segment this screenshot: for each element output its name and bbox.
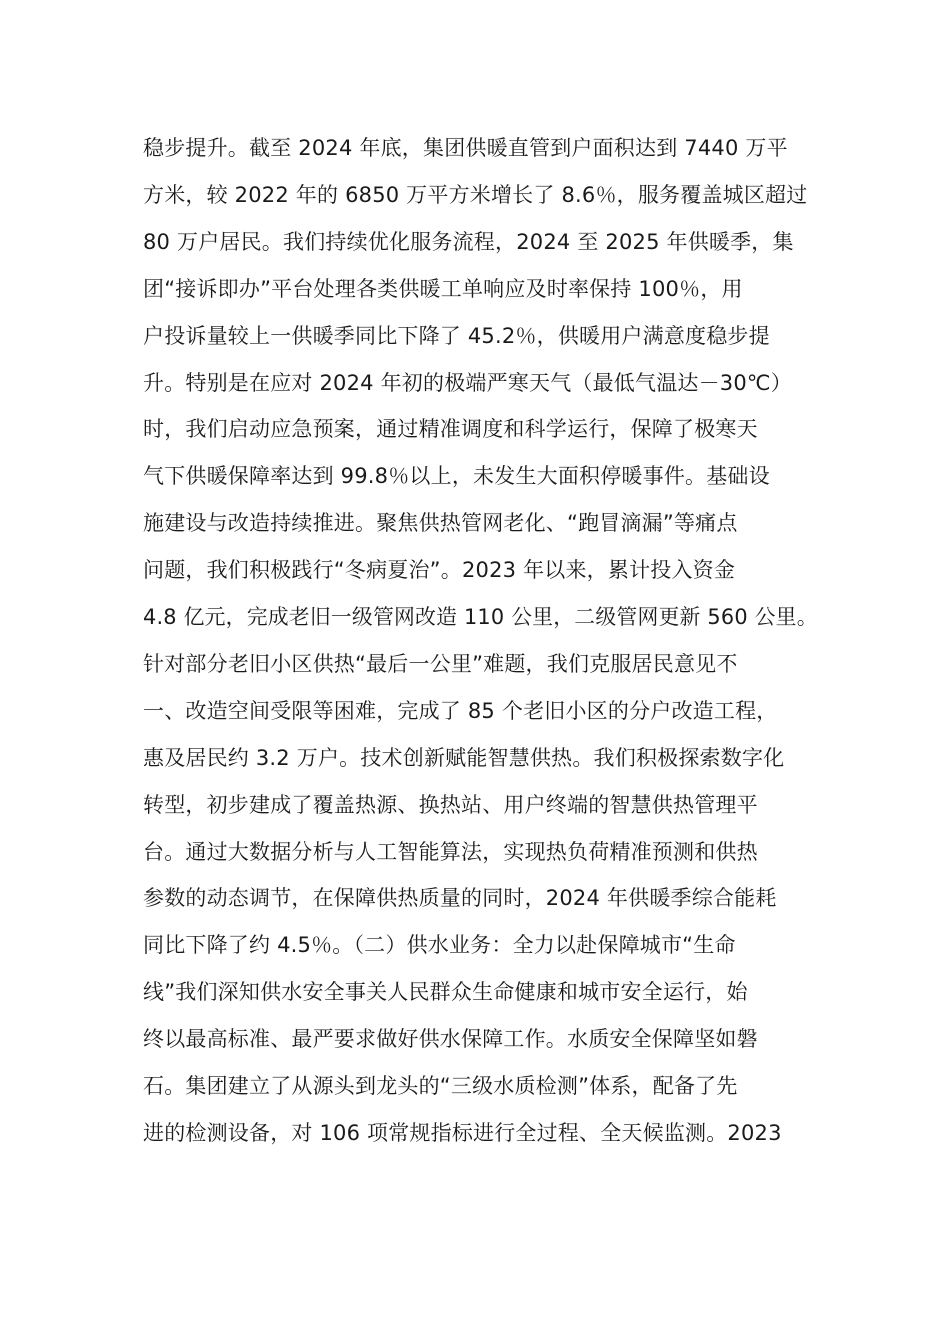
text-line: 施建设与改造持续推进。聚焦供热管网老化、“跑冒滴漏”等痛点 xyxy=(143,511,738,536)
text-line: 石。集团建立了从源头到龙头的“三级水质检测”体系，配备了先 xyxy=(143,1074,738,1098)
text-line: 方米，较 2022 年的 6850 万平方米增长了 8.6％，服务覆盖城区超过 xyxy=(143,182,808,207)
text-line: 惠及居民约 3.2 万户。技术创新赋能智慧供热。我们积极探索数字化 xyxy=(143,745,785,770)
text-line: 线”我们深知供水安全事关人民群众生命健康和城市安全运行，始 xyxy=(143,980,748,1005)
text-line: 同比下降了约 4.5％。（二）供水业务：全力以赴保障城市“生命 xyxy=(143,933,736,958)
text-line: 针对部分老旧小区供热“最后一公里”难题，我们克服居民意见不 xyxy=(143,651,738,676)
text-line: 4.8 亿元，完成老旧一级管网改造 110 公里，二级管网更新 560 公里。 xyxy=(143,605,818,629)
text-line: 台。通过大数据分析与人工智能算法，实现热负荷精准预测和供热 xyxy=(143,839,758,864)
text-line: 转型，初步建成了覆盖热源、换热站、用户终端的智慧供热管理平 xyxy=(143,792,758,817)
text-line: 一、改造空间受限等困难，完成了 85 个老旧小区的分户改造工程， xyxy=(143,698,778,723)
text-line: 终以最高标准、最严要求做好供水保障工作。水质安全保障坚如磐 xyxy=(143,1027,758,1052)
text-line: 气下供暖保障率达到 99.8％以上，未发生大面积停暖事件。基础设 xyxy=(143,464,770,489)
text-line: 户投诉量较上一供暖季同比下降了 45.2％，供暖用户满意度稳步提 xyxy=(143,323,770,348)
text-line: 稳步提升。截至 2024 年底，集团供暖直管到户面积达到 7440 万平 xyxy=(143,136,788,160)
text-line: 参数的动态调节，在保障供热质量的同时，2024 年供暖季综合能耗 xyxy=(143,886,777,911)
text-line: 升。特别是在应对 2024 年初的极端严寒天气（最低气温达－30℃） xyxy=(143,370,792,395)
text-line: 时，我们启动应急预案，通过精准调度和科学运行，保障了极寒天 xyxy=(143,417,758,442)
text-line: 团“接诉即办”平台处理各类供暖工单响应及时率保持 100％，用 xyxy=(143,276,743,301)
text-line: 问题，我们积极践行“冬病夏治”。2023 年以来，累计投入资金 xyxy=(143,558,736,583)
text-line: 进的检测设备，对 106 项常规指标进行全过程、全天候监测。2023 xyxy=(143,1120,782,1145)
text-line: 80 万户居民。我们持续优化服务流程，2024 至 2025 年供暖季，集 xyxy=(143,229,794,254)
